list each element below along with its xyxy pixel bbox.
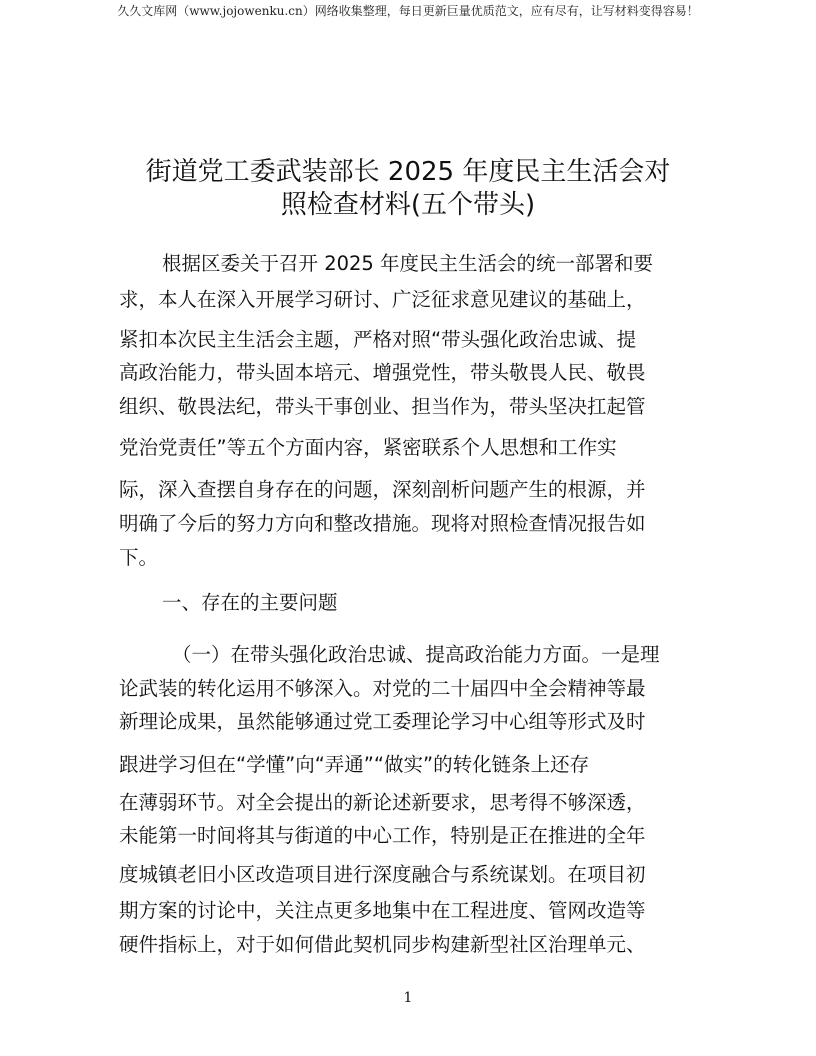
title-line-2: 照检查材料(五个带头) xyxy=(280,190,536,220)
paragraph-2-line: 跟进学习但在“学懂”向“弄通”“做实”的转化链条上还存 xyxy=(119,753,590,776)
paragraph-1-line: 际，深入查摆自身存在的问题，深刻剖析问题产生的根源，并 xyxy=(119,478,646,501)
title-line-1: 街道党工委武装部长 2025 年度民主生活会对 xyxy=(145,157,671,187)
paragraph-1-line: 高政治能力，带头固本培元、增强党性，带头敬畏人民、敬畏 xyxy=(119,361,646,384)
paragraph-2-line: 硬件指标上，对于如何借此契机同步构建新型社区治理单元、 xyxy=(119,933,646,956)
paragraph-1-line: 根据区委关于召开 2025 年度民主生活会的统一部署和要 xyxy=(162,252,654,275)
paragraph-1-line: 组织、敬畏法纪，带头干事创业、担当作为，带头坚决扛起管 xyxy=(119,395,646,418)
paragraph-2-line: 未能第一时间将其与街道的中心工作，特别是正在推进的全年 xyxy=(119,824,646,847)
section-heading: 一、存在的主要问题 xyxy=(162,591,338,614)
paragraph-1-line: 紧扣本次民主生活会主题，严格对照“带头强化政治忠诚、提 xyxy=(119,328,637,351)
paragraph-2-line: （一）在带头强化政治忠诚、提高政治能力方面。一是理 xyxy=(172,643,660,666)
document-title xyxy=(100,156,716,222)
paragraph-2-line: 论武装的转化运用不够深入。对党的二十届四中全会精神等最 xyxy=(119,677,646,700)
paragraph-1-line: 党治党责任”等五个方面内容，紧密联系个人思想和工作实 xyxy=(119,436,617,459)
paragraph-2-line: 在薄弱环节。对全会提出的新论述新要求，思考得不够深透， xyxy=(119,791,646,814)
paragraph-1-line: 下。 xyxy=(119,546,159,569)
paragraph-2-line: 新理论成果，虽然能够通过党工委理论学习中心组等形式及时 xyxy=(119,710,646,733)
paragraph-1-line: 明确了今后的努力方向和整改措施。现将对照检查情况报告如 xyxy=(119,512,646,535)
paragraph-2-line: 期方案的讨论中，关注点更多地集中在工程进度、管网改造等 xyxy=(119,899,646,922)
page-number: 1 xyxy=(403,990,413,1006)
paragraph-1-line: 求，本人在深入开展学习研讨、广泛征求意见建议的基础上， xyxy=(119,288,646,311)
paragraph-2-line: 度城镇老旧小区改造项目进行深度融合与系统谋划。在项目初 xyxy=(119,863,646,886)
source-header: 久久文库网（www.jojowenku.cn）网络收集整理，每日更新巨量优质范文，应有尽有，让写材料变得容易！ xyxy=(117,4,699,18)
